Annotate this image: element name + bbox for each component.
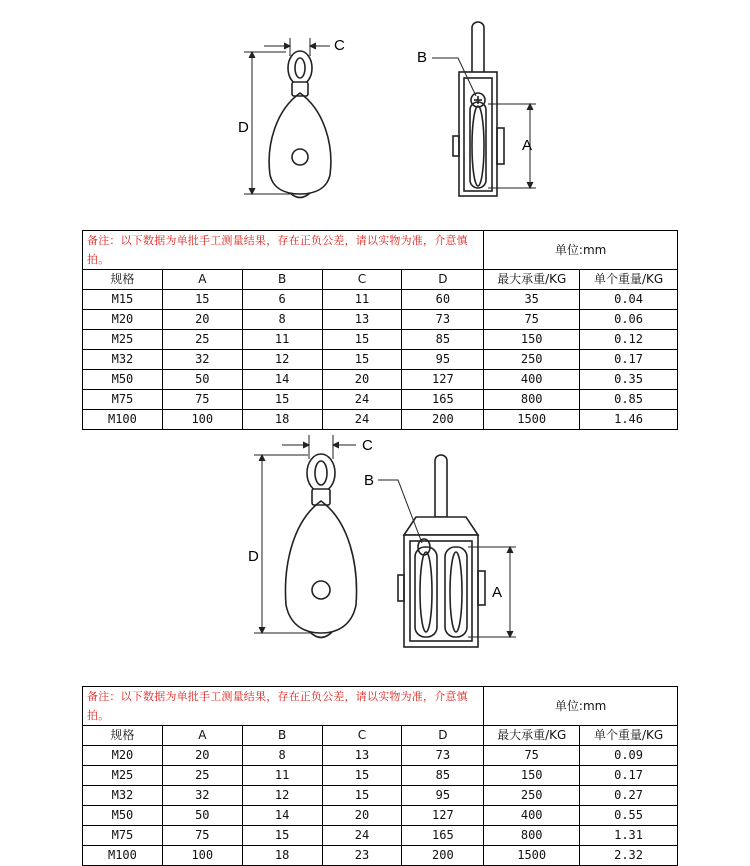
header-cell: 最大承重/KG — [484, 270, 580, 290]
table-cell: 0.06 — [580, 310, 678, 330]
table-cell: 250 — [484, 350, 580, 370]
table-cell: 14 — [242, 370, 322, 390]
table-cell: 0.35 — [580, 370, 678, 390]
table-cell: 75 — [162, 390, 242, 410]
table-cell: M50 — [83, 806, 163, 826]
table-cell: 100 — [162, 410, 242, 430]
table-cell: 127 — [402, 806, 484, 826]
table-cell: 0.27 — [580, 786, 678, 806]
header-cell: 规格 — [83, 726, 163, 746]
table-cell: 11 — [242, 330, 322, 350]
table-cell: 150 — [484, 330, 580, 350]
table-cell: 35 — [484, 290, 580, 310]
table-row — [83, 786, 678, 806]
table-cell: 15 — [162, 290, 242, 310]
table-cell: 25 — [162, 766, 242, 786]
table-cell: 400 — [484, 806, 580, 826]
table-body — [83, 290, 678, 430]
table-cell: 0.17 — [580, 350, 678, 370]
single-pulley-side-view — [453, 22, 504, 196]
double-pulley-section — [0, 425, 750, 860]
table-cell: 1.46 — [580, 410, 678, 430]
table-cell: 85 — [402, 766, 484, 786]
table-cell: 18 — [242, 846, 322, 866]
label-a: A — [522, 137, 533, 154]
table-cell: 200 — [402, 846, 484, 866]
table-cell: 20 — [162, 310, 242, 330]
table-cell: 50 — [162, 806, 242, 826]
table-cell: 18 — [242, 410, 322, 430]
table-cell: 15 — [322, 350, 402, 370]
double-pulley-diagram — [0, 425, 750, 680]
table-cell: 6 — [242, 290, 322, 310]
table-cell: 12 — [242, 350, 322, 370]
table-cell: 24 — [322, 410, 402, 430]
table-cell: 0.09 — [580, 746, 678, 766]
table-cell: 0.85 — [580, 390, 678, 410]
single-pulley-section — [0, 0, 750, 426]
table-cell: 75 — [162, 826, 242, 846]
table-cell: 14 — [242, 806, 322, 826]
unit-label: 单位:mm — [484, 687, 678, 726]
table-row — [83, 766, 678, 786]
table-row — [83, 806, 678, 826]
table-cell: 23 — [322, 846, 402, 866]
header-cell: A — [162, 270, 242, 290]
table-cell: 50 — [162, 370, 242, 390]
table-cell: M15 — [83, 290, 163, 310]
table-cell: 8 — [242, 310, 322, 330]
header-cell: D — [402, 726, 484, 746]
table-cell: 400 — [484, 370, 580, 390]
table-cell: 2.32 — [580, 846, 678, 866]
table-cell: M100 — [83, 410, 163, 430]
table-cell: M32 — [83, 350, 163, 370]
table-body — [83, 746, 678, 866]
label-d: D — [248, 548, 259, 565]
measurement-note: 备注：以下数据为单批手工测量结果，存在正负公差，请以实物为准，介意慎拍。 — [83, 231, 484, 270]
table-cell: 15 — [322, 786, 402, 806]
table-cell: 127 — [402, 370, 484, 390]
table-cell: 0.17 — [580, 766, 678, 786]
table-cell: 73 — [402, 746, 484, 766]
table-cell: 0.55 — [580, 806, 678, 826]
header-cell: C — [322, 726, 402, 746]
header-cell: C — [322, 270, 402, 290]
table-cell: 32 — [162, 786, 242, 806]
table-row — [83, 846, 678, 866]
table-row — [83, 826, 678, 846]
table-row — [83, 330, 678, 350]
table-cell: 95 — [402, 786, 484, 806]
table-cell: 32 — [162, 350, 242, 370]
table-cell: 20 — [322, 806, 402, 826]
table-cell: 15 — [242, 826, 322, 846]
label-a: A — [492, 584, 503, 601]
label-b: B — [364, 472, 375, 489]
table-cell: 15 — [242, 390, 322, 410]
label-d: D — [238, 119, 249, 136]
table-cell: 13 — [322, 310, 402, 330]
header-cell: 最大承重/KG — [484, 726, 580, 746]
table-cell: 800 — [484, 390, 580, 410]
table-cell: 13 — [322, 746, 402, 766]
table-cell: M20 — [83, 746, 163, 766]
measurement-note: 备注：以下数据为单批手工测量结果，存在正负公差，请以实物为准，介意慎拍。 — [83, 687, 484, 726]
table-cell: M25 — [83, 766, 163, 786]
table-row — [83, 370, 678, 390]
table-cell: M32 — [83, 786, 163, 806]
table-cell: 11 — [322, 290, 402, 310]
table-row — [83, 746, 678, 766]
table-cell: 165 — [402, 390, 484, 410]
table-cell: 15 — [322, 330, 402, 350]
table-cell: 250 — [484, 786, 580, 806]
table-cell: 1500 — [484, 846, 580, 866]
table-cell: 150 — [484, 766, 580, 786]
header-cell: B — [242, 726, 322, 746]
table-cell: 0.12 — [580, 330, 678, 350]
table-cell: 75 — [484, 746, 580, 766]
dimension-d-single — [244, 52, 290, 194]
table-cell: 95 — [402, 350, 484, 370]
table-cell: 24 — [322, 390, 402, 410]
table-cell: 165 — [402, 826, 484, 846]
label-c: C — [362, 437, 373, 454]
table-cell: 20 — [322, 370, 402, 390]
dimension-d-double — [254, 455, 312, 633]
table-cell: 75 — [484, 310, 580, 330]
table-cell: M75 — [83, 826, 163, 846]
table-cell: 15 — [322, 766, 402, 786]
header-cell: 单个重量/KG — [580, 270, 678, 290]
table-cell: 25 — [162, 330, 242, 350]
table-cell: 85 — [402, 330, 484, 350]
table-cell: 1.31 — [580, 826, 678, 846]
table-row — [83, 390, 678, 410]
double-pulley-side-view — [398, 455, 485, 647]
spec-table-single — [82, 230, 678, 430]
label-b: B — [417, 49, 428, 66]
table-row — [83, 310, 678, 330]
single-pulley-front-view — [269, 51, 331, 198]
header-cell: 单个重量/KG — [580, 726, 678, 746]
table-row — [83, 290, 678, 310]
table-cell: 800 — [484, 826, 580, 846]
header-cell: A — [162, 726, 242, 746]
table-cell: 11 — [242, 766, 322, 786]
header-cell: 规格 — [83, 270, 163, 290]
table-cell: 100 — [162, 846, 242, 866]
table-cell: M25 — [83, 330, 163, 350]
table-cell: 8 — [242, 746, 322, 766]
table-row — [83, 350, 678, 370]
table-cell: M20 — [83, 310, 163, 330]
table-cell: 24 — [322, 826, 402, 846]
spec-table-double — [82, 686, 678, 866]
table-cell: 60 — [402, 290, 484, 310]
table-cell: 1500 — [484, 410, 580, 430]
double-pulley-front-view — [285, 454, 356, 638]
table-cell: M75 — [83, 390, 163, 410]
table-cell: 0.04 — [580, 290, 678, 310]
table-header-row — [83, 270, 678, 290]
table-cell: M50 — [83, 370, 163, 390]
table-cell: 73 — [402, 310, 484, 330]
table-cell: 12 — [242, 786, 322, 806]
table-cell: 200 — [402, 410, 484, 430]
table-cell: 20 — [162, 746, 242, 766]
label-c: C — [334, 37, 345, 54]
unit-label: 单位:mm — [484, 231, 678, 270]
single-pulley-diagram — [0, 0, 750, 225]
header-cell: D — [402, 270, 484, 290]
table-header-row — [83, 726, 678, 746]
header-cell: B — [242, 270, 322, 290]
table-cell: M100 — [83, 846, 163, 866]
